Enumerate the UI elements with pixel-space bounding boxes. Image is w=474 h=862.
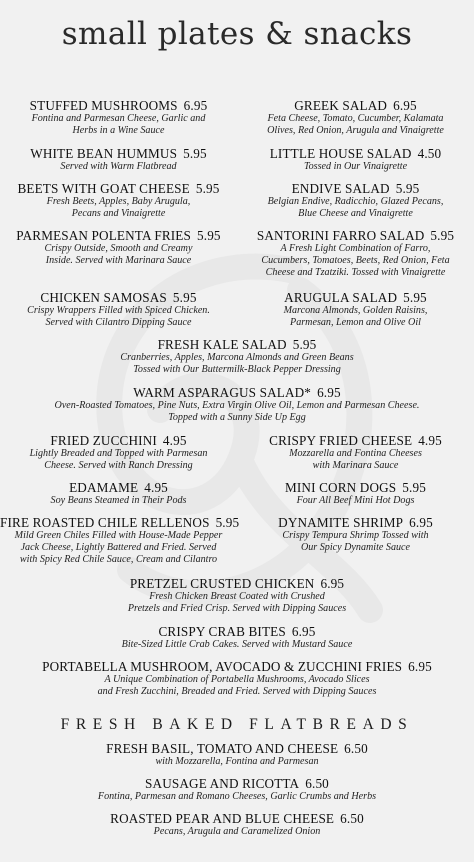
menu-item-crispy-fried-cheese: [237, 433, 474, 472]
item-description: Cranberries, Apples, Marcona Almonds and Green Beans: [120, 352, 354, 363]
menu-item-portabella-fries: [0, 659, 474, 698]
item-name: DYNAMITE SHRIMP: [278, 515, 404, 530]
item-description: with Marinara Sauce: [312, 460, 399, 471]
item-price: 4.95: [162, 433, 187, 448]
item-name: ROASTED PEAR AND BLUE CHEESE: [110, 811, 335, 826]
item-name: WARM ASPARAGUS SALAD*: [133, 385, 312, 400]
menu-item-pretzel-crusted-chicken: [0, 576, 474, 615]
menu-item-crispy-crab-bites: [0, 624, 474, 651]
item-name: WHITE BEAN HUMMUS: [30, 146, 178, 161]
menu-item-fresh-basil-flatbread: [0, 741, 474, 768]
item-price: 5.95: [195, 181, 220, 196]
menu-item-dynamite-shrimp: [237, 515, 474, 554]
item-description: Cucumbers, Tomatoes, Beets, Red Onion, Feta: [261, 255, 450, 266]
item-name: CRISPY CRAB BITES: [158, 624, 286, 639]
item-description: Mild Green Chiles Filled with House-Made Pepper: [14, 530, 223, 541]
item-description: Crispy Tempura Shrimp Tossed with: [282, 530, 429, 541]
item-name: CHICKEN SAMOSAS: [40, 290, 167, 305]
item-description: Fontina and Parmesan Cheese, Garlic and: [31, 113, 206, 124]
item-description: Belgian Endive, Radicchio, Glazed Pecans,: [267, 196, 444, 207]
item-description: Inside. Served with Marinara Sauce: [45, 255, 192, 266]
item-description: Pretzels and Fried Crisp. Served with Dipping Sauces: [127, 603, 347, 614]
section-title-flatbreads: FRESH BAKED FLATBREADS: [60, 716, 414, 733]
item-description: A Unique Combination of Portabella Mushrooms, Avocado Slices: [104, 674, 370, 685]
item-description: Marcona Almonds, Golden Raisins,: [283, 305, 428, 316]
item-price: 4.50: [417, 146, 442, 161]
item-description: Fresh Chicken Breast Coated with Crushed: [149, 591, 325, 602]
item-price: 5.95: [183, 146, 207, 161]
item-price: 5.95: [430, 228, 455, 243]
menu-item-warm-asparagus-salad: [0, 385, 474, 424]
item-price: 6.50: [344, 741, 368, 756]
item-description: Pecans, Arugula and Caramelized Onion: [153, 826, 321, 837]
item-description: and Fresh Zucchini, Breaded and Fried. Served with Dipping Sauces: [97, 686, 377, 697]
item-name: PORTABELLA MUSHROOM, AVOCADO & ZUCCHINI FRIES: [42, 659, 403, 674]
menu-item-chile-rellenos: [0, 515, 240, 566]
item-description: Bite-Sized Little Crab Cakes. Served with Mustard Sauce: [121, 639, 353, 650]
item-description: Tossed in Our Vinaigrette: [303, 161, 408, 172]
item-name: SANTORINI FARRO SALAD: [256, 228, 425, 243]
menu-item-edamame: [0, 480, 237, 507]
item-name: GREEK SALAD: [294, 98, 388, 113]
menu-item-fresh-kale-salad: [0, 337, 474, 376]
item-description: Herbs in a Wine Sauce: [72, 125, 165, 136]
item-name: FIRE ROASTED CHILE RELLENOS: [0, 515, 210, 530]
item-price: 6.95: [317, 385, 341, 400]
item-price: 4.95: [418, 433, 442, 448]
item-price: 5.95: [395, 181, 420, 196]
menu-item-endive-salad: [237, 181, 474, 220]
item-price: 6.95: [409, 515, 433, 530]
menu-item-mini-corn-dogs: [237, 480, 474, 507]
menu-item-stuffed-mushrooms: [0, 98, 237, 137]
menu-item-little-house-salad: [237, 146, 474, 173]
item-name: FRESH KALE SALAD: [157, 337, 287, 352]
item-description: Soy Beans Steamed in Their Pods: [50, 495, 187, 506]
item-description: Feta Cheese, Tomato, Cucumber, Kalamata: [267, 113, 444, 124]
item-name: MINI CORN DOGS: [285, 480, 397, 495]
menu-item-sausage-ricotta-flatbread: [0, 776, 474, 803]
item-description: Fresh Beets, Apples, Baby Arugula,: [46, 196, 191, 207]
item-name: CRISPY FRIED CHEESE: [269, 433, 413, 448]
menu-item-fried-zucchini: [0, 433, 237, 472]
menu-item-parmesan-polenta-fries: [0, 228, 237, 267]
item-name: PARMESAN POLENTA FRIES: [16, 228, 191, 243]
item-name: EDAMAME: [69, 480, 139, 495]
page-title: small plates & snacks: [61, 16, 413, 52]
item-price: 6.50: [340, 811, 364, 826]
item-description: Four All Beef Mini Hot Dogs: [296, 495, 415, 506]
item-description: Olives, Red Onion, Arugula and Vinaigrette: [267, 125, 444, 136]
item-price: 6.95: [291, 624, 316, 639]
item-description: with Mozzarella, Fontina and Parmesan: [155, 756, 319, 767]
item-description: Crispy Wrappers Filled with Spiced Chicken.: [27, 305, 210, 316]
item-price: 5.95: [197, 228, 221, 243]
item-price: 5.95: [172, 290, 197, 305]
item-description: Parmesan, Lemon and Olive Oil: [290, 317, 421, 328]
item-description: Served with Warm Flatbread: [60, 161, 177, 172]
item-description: Our Spicy Dynamite Sauce: [300, 542, 411, 553]
item-name: ENDIVE SALAD: [291, 181, 390, 196]
menu-item-beets-goat-cheese: [0, 181, 237, 220]
menu-item-greek-salad: [237, 98, 474, 137]
menu-item-arugula-salad: [237, 290, 474, 329]
item-name: PRETZEL CRUSTED CHICKEN: [129, 576, 315, 591]
item-price: 6.50: [305, 776, 329, 791]
item-description: Cheese. Served with Ranch Dressing: [44, 460, 193, 471]
item-name: ARUGULA SALAD: [284, 290, 398, 305]
menu-item-roasted-pear-flatbread: [0, 811, 474, 838]
item-price: 5.95: [403, 290, 427, 305]
item-price: 6.95: [183, 98, 208, 113]
item-description: Oven-Roasted Tomatoes, Pine Nuts, Extra Virgin Olive Oil, Lemon and Parmesan Cheese.: [54, 400, 420, 411]
item-name: FRESH BASIL, TOMATO AND CHEESE: [106, 741, 339, 756]
item-name: BEETS WITH GOAT CHEESE: [17, 181, 190, 196]
item-name: LITTLE HOUSE SALAD: [269, 146, 412, 161]
item-price: 6.95: [393, 98, 417, 113]
item-description: Fontina, Parmesan and Romano Cheeses, Garlic Crumbs and Herbs: [97, 791, 377, 802]
item-description: A Fresh Light Combination of Farro,: [280, 243, 431, 254]
item-description: with Spicy Red Chile Sauce, Cream and Cilantro: [19, 554, 218, 565]
item-price: 5.95: [402, 480, 426, 495]
item-description: Lightly Breaded and Topped with Parmesan: [29, 448, 208, 459]
menu-item-santorini-farro-salad: [237, 228, 474, 279]
item-description: Tossed with Our Buttermilk-Black Pepper Dressing: [133, 364, 341, 375]
item-description: Mozzarella and Fontina Cheeses: [289, 448, 422, 459]
item-price: 5.95: [215, 515, 240, 530]
item-description: Served with Cilantro Dipping Sauce: [45, 317, 192, 328]
menu-item-white-bean-hummus: [0, 146, 237, 173]
item-name: FRIED ZUCCHINI: [50, 433, 157, 448]
item-price: 5.95: [292, 337, 317, 352]
menu-item-chicken-samosas: [0, 290, 237, 329]
item-description: Crispy Outside, Smooth and Creamy: [44, 243, 193, 254]
item-description: Topped with a Sunny Side Up Egg: [168, 412, 306, 423]
item-price: 6.95: [320, 576, 345, 591]
item-description: Pecans and Vinaigrette: [71, 208, 166, 219]
item-description: Blue Cheese and Vinaigrette: [298, 208, 413, 219]
item-description: Jack Cheese, Lightly Battered and Fried. Served: [20, 542, 217, 553]
item-price: 6.95: [408, 659, 432, 674]
item-price: 4.95: [144, 480, 168, 495]
item-description: Cheese and Tzatziki. Tossed with Vinaigrette: [265, 267, 446, 278]
item-name: STUFFED MUSHROOMS: [29, 98, 178, 113]
item-name: SAUSAGE AND RICOTTA: [145, 776, 300, 791]
